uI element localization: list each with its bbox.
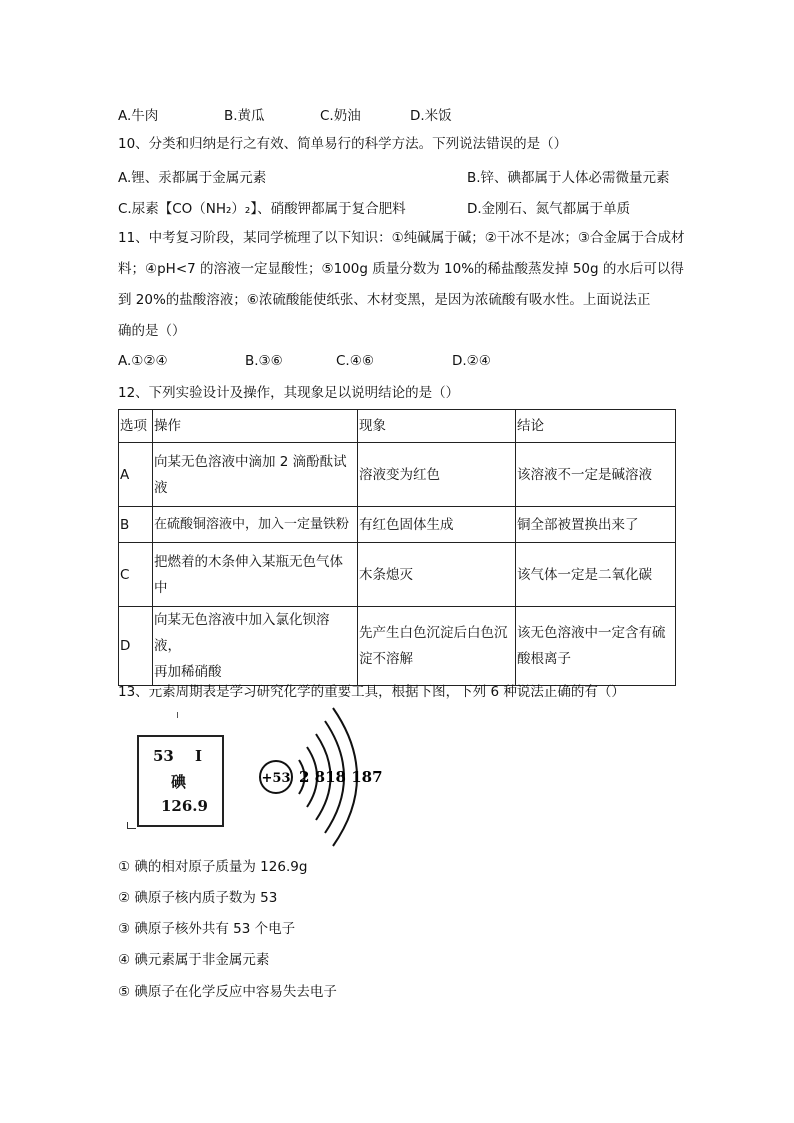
q9-option-d: D.米饭: [410, 108, 452, 124]
q12-stem: 12、下列实验设计及操作，其现象足以说明结论的是（）: [118, 385, 460, 401]
q11-line-1: 11、中考复习阶段，某同学梳理了以下知识：①纯碱属于碱；②干冰不是冰；③合金属于合成材: [118, 230, 685, 246]
row-b-operation: 在硫酸铜溶液中，加入一定量铁粉: [153, 507, 358, 543]
q11-option-c: C.④⑥: [336, 353, 374, 369]
q11-option-b: B.③⑥: [245, 353, 283, 369]
row-d-operation: 向某无色溶液中加入氯化钡溶液， 再加稀硝酸: [153, 607, 358, 686]
q11-line-2: 料；④pH<7 的溶液一定显酸性；⑤100g 质量分数为 10%的稀盐酸蒸发掉 50g 的水后可以得: [118, 261, 684, 277]
q13-item-4: ④ 碘元素属于非金属元素: [118, 952, 270, 968]
row-b-phenomenon: 有红色固体生成: [358, 507, 516, 543]
header-conclusion: 结论: [516, 410, 676, 443]
q12-table: [118, 409, 676, 686]
row-a-option: A: [119, 443, 153, 507]
q13-item-1: ① 碘的相对原子质量为 126.9g: [118, 859, 308, 875]
q11-line-4: 确的是（）: [118, 323, 186, 339]
row-b-conclusion: 铜全部被置换出来了: [516, 507, 676, 543]
q10-option-a: A.锂、汞都属于金属元素: [118, 170, 267, 186]
q13-item-5: ⑤ 碘原子在化学反应中容易失去电子: [118, 984, 337, 1000]
atom-structure-diagram: [255, 700, 395, 850]
q10-stem: 10、分类和归纳是行之有效、简单易行的科学方法。下列说法错误的是（）: [118, 136, 568, 152]
q11-option-a: A.①②④: [118, 353, 168, 369]
table-row: [119, 607, 676, 686]
table-row: [119, 507, 676, 543]
shell-electron-counts: 2 818 187: [299, 768, 383, 786]
q13-stem: 13、元素周期表是学习研究化学的重要工具，根据下图，下列 6 种说法正确的有（）: [118, 684, 625, 700]
q9-option-c: C.奶油: [320, 108, 361, 124]
row-d-phenomenon: 先产生白色沉淀后白色沉 淀不溶解: [358, 607, 516, 686]
q11-option-d: D.②④: [452, 353, 491, 369]
atomic-mass: 126.9: [161, 797, 208, 815]
row-c-operation: 把燃着的木条伸入某瓶无色气体 中: [153, 543, 358, 607]
q13-item-2: ② 碘原子核内质子数为 53: [118, 890, 278, 906]
q9-option-a: A.牛肉: [118, 108, 159, 124]
q13-item-3: ③ 碘原子核外共有 53 个电子: [118, 921, 296, 937]
q10-option-c: C.尿素【CO（NH₂）₂】、硝酸钾都属于复合肥料: [118, 201, 406, 217]
element-card: [137, 735, 224, 827]
nucleus-charge: +53: [261, 771, 291, 786]
table-row: [119, 443, 676, 507]
row-c-conclusion: 该气体一定是二氧化碳: [516, 543, 676, 607]
element-symbol: I: [195, 747, 203, 765]
row-a-phenomenon: 溶液变为红色: [358, 443, 516, 507]
row-c-option: C: [119, 543, 153, 607]
row-a-operation: 向某无色溶液中滴加 2 滴酚酞试 液: [153, 443, 358, 507]
atomic-number: 53: [153, 747, 174, 765]
table-row: [119, 543, 676, 607]
row-d-option: D: [119, 607, 153, 686]
header-option: 选项: [119, 410, 153, 443]
table-header-row: [119, 410, 676, 443]
row-a-conclusion: 该溶液不一定是碱溶液: [516, 443, 676, 507]
header-phenomenon: 现象: [358, 410, 516, 443]
header-operation: 操作: [153, 410, 358, 443]
row-b-option: B: [119, 507, 153, 543]
corner-mark: [127, 822, 136, 829]
element-name: 碘: [171, 773, 187, 791]
q10-option-b: B.锌、碘都属于人体必需微量元素: [467, 170, 670, 186]
q10-option-d: D.金刚石、氮气都属于单质: [467, 201, 631, 217]
q11-line-3: 到 20%的盐酸溶液；⑥浓硫酸能使纸张、木材变黑，是因为浓硫酸有吸水性。上面说法正: [118, 292, 651, 308]
scan-mark: [177, 712, 178, 718]
row-c-phenomenon: 木条熄灭: [358, 543, 516, 607]
q9-option-b: B.黄瓜: [224, 108, 265, 124]
row-d-conclusion: 该无色溶液中一定含有硫 酸根离子: [516, 607, 676, 686]
